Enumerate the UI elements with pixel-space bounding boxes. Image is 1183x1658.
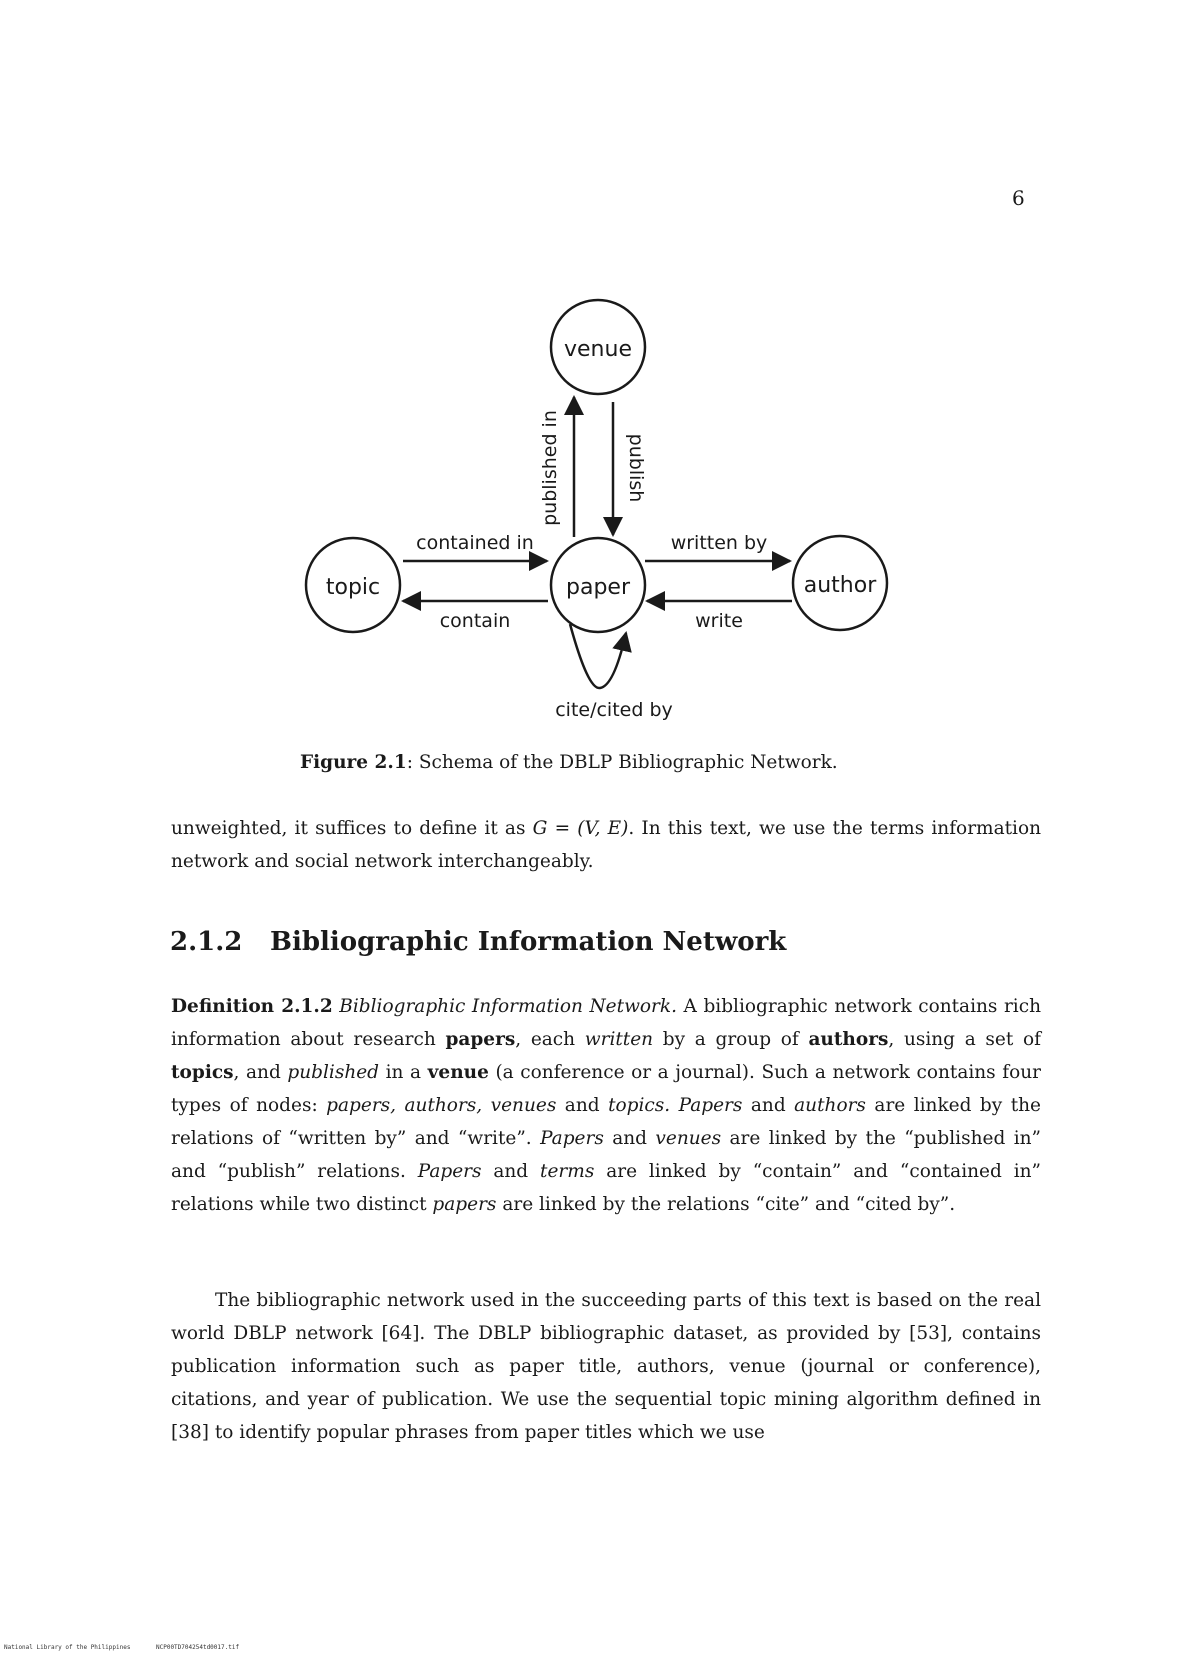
written-by-label: written by <box>670 532 768 554</box>
formula: G = (V, E) <box>532 818 629 839</box>
author-node <box>793 536 887 630</box>
contain-label: contain <box>439 610 511 632</box>
caption-label: Figure 2.1 <box>300 752 407 773</box>
page-number: 6 <box>1012 186 1025 210</box>
footer-library: National Library of the Philippines <box>4 1644 131 1651</box>
schema-diagram <box>0 0 1183 740</box>
definition-label: Definition 2.1.2 <box>171 996 333 1017</box>
svg-text:topic: topic <box>325 575 381 600</box>
svg-text:venue: venue <box>564 337 632 362</box>
paragraph-intro: unweighted, it suffices to define it as G = (V, E). In this text, we use the terms information network and social network interchangeably. <box>171 818 1042 872</box>
publish-label: publish <box>625 433 647 503</box>
svg-text:author: author <box>803 573 877 598</box>
footer-code: NCP00TD704254td0017.tif <box>156 1644 240 1651</box>
paper-node <box>551 538 645 632</box>
definition-name: Bibliographic Information Network. <box>339 996 677 1017</box>
paragraph-dblp: The bibliographic network used in the succeeding parts of this text is based on the real world DBLP network [64]. The DBLP bibliographic dataset, as provided by [53], contains publication information such as paper title, authors, venue (journal or conference), citations, and year of publication. We use the sequential topic mining algorithm defined in [38] to identify popular phrases from paper titles which we use <box>171 1290 1041 1443</box>
cite-loop-arrow <box>570 624 626 688</box>
section-title: Bibliographic Information Network <box>270 927 787 957</box>
definition-paragraph: Definition 2.1.2 Bibliographic Information Network. A bibliographic network contains rich information about research papers, each written by a group of authors, using a set of topics, and published in a venue (a conference or a journal). Such a network contains four types of nodes: papers, authors, venues and topics. Papers and authors are linked by the relations of “written by” and “write”. Papers and venues are linked by the “published in” and “publish” relations. Papers and terms are linked by “contain” and “contained in” relations while two distinct papers are linked by the relations “cite” and “cited by”. <box>171 996 1042 1215</box>
figure-caption <box>300 752 1000 773</box>
section-heading <box>170 927 786 957</box>
section-number: 2.1.2 <box>170 927 243 957</box>
venue-node <box>551 300 645 394</box>
caption-text: : Schema of the DBLP Bibliographic Network. <box>406 752 838 773</box>
write-label: write <box>695 610 743 632</box>
contained-in-label: contained in <box>416 532 534 554</box>
published-in-label: published in <box>539 410 561 526</box>
topic-node <box>306 538 400 632</box>
cite-label: cite/cited by <box>555 699 673 721</box>
svg-text:paper: paper <box>566 575 630 600</box>
